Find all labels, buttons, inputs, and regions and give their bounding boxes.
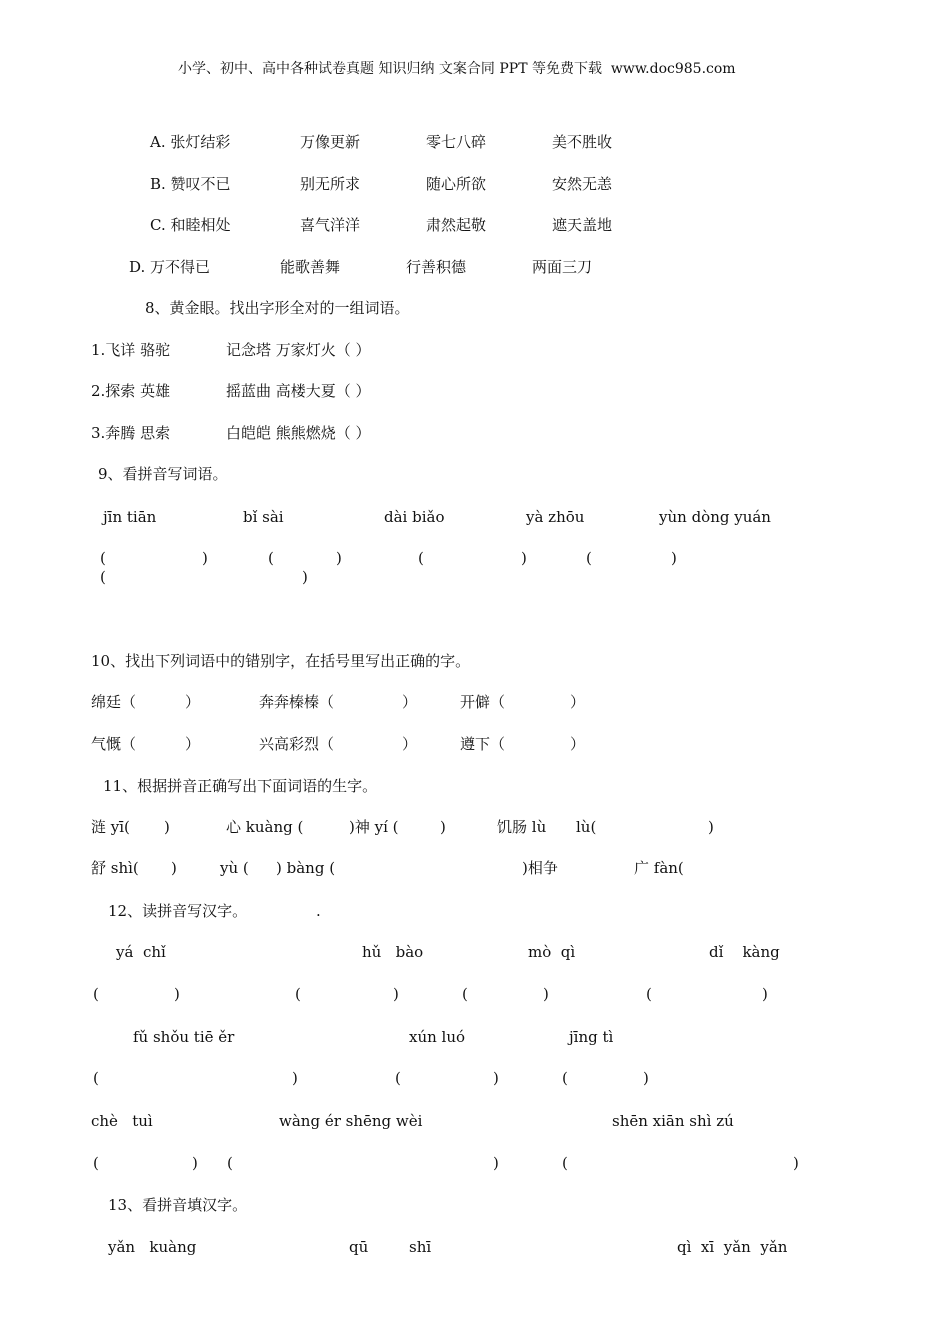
q8-item-words: 3.奔腾 思索 [91,424,171,442]
q10-word: 绵廷（ [91,693,137,711]
answer-paren-close: ) [762,985,768,1003]
question-13-title: 13、看拼音填汉字。 [108,1196,248,1214]
q11-item: 广 fàn( [634,859,684,877]
q12-pinyin: hǔ bào [362,943,424,961]
q12-pinyin: shēn xiān shì zú [612,1112,734,1130]
option-b-word: 安然无恙 [552,175,613,193]
answer-paren-close: ) [793,1154,799,1172]
option-c-label: C. 和睦相处 [150,216,231,234]
question-12-title: 12、读拼音写汉字。 [108,902,248,920]
q13-pinyin: yǎn kuàng [108,1238,197,1256]
answer-paren-open: ( [418,549,424,567]
option-d-label: D. 万不得已 [129,258,211,276]
option-c-word: 遮天盖地 [552,216,613,234]
answer-paren-open: ( [462,985,468,1003]
question-9-title: 9、看拼音写词语。 [98,465,228,483]
q10-paren-close: ） [570,735,586,753]
option-b-word: 随心所欲 [426,175,487,193]
q9-pinyin: yùn dòng yuán [659,508,771,526]
q8-item-words: 1.飞详 骆驼 [91,341,171,359]
q8-item-words: 记念塔 万家灯火（ ） [226,341,371,359]
option-a-word: 美不胜收 [552,133,613,151]
q10-word: 遵下（ [460,735,506,753]
answer-paren-close: ) [174,985,180,1003]
q10-paren-close: ） [185,735,201,753]
q10-paren-close: ） [570,693,586,711]
answer-paren-close: ) [493,1154,499,1172]
option-c-word: 喜气洋洋 [300,216,361,234]
q10-word: 开僻（ [460,693,506,711]
answer-paren-open: ( [562,1069,568,1087]
answer-paren-open: ( [268,549,274,567]
answer-paren-close: ) [493,1069,499,1087]
answer-paren-open: ( [586,549,592,567]
q11-item: )相争 [522,859,558,877]
answer-paren-open: ( [562,1154,568,1172]
q11-item: lù( [576,818,597,836]
option-d-word: 两面三刀 [532,258,593,276]
question-11-title: 11、根据拼音正确写出下面词语的生字。 [103,777,378,795]
answer-paren-open: ( [100,568,106,586]
option-a-word: 零七八碎 [426,133,487,151]
option-a-label: A. 张灯结彩 [150,133,231,151]
q12-pinyin: dǐ kàng [709,943,780,961]
q8-item-words: 白皑皑 熊熊燃烧（ ） [226,424,371,442]
q11-item: ) [440,818,446,836]
answer-paren-open: ( [93,1154,99,1172]
q11-item: 涟 yī( [91,818,130,836]
q10-word: 奔奔榛榛（ [259,693,335,711]
q13-pinyin: qì xī yǎn yǎn [677,1238,788,1256]
q11-item: ) [164,818,170,836]
stray-dot: . [316,902,321,920]
answer-paren-open: ( [295,985,301,1003]
answer-paren-close: ) [302,568,308,586]
q12-pinyin: xún luó [409,1028,466,1046]
q11-item: 舒 shì( [91,859,139,877]
answer-paren-close: ) [671,549,677,567]
answer-paren-close: ) [393,985,399,1003]
q11-item: ) [708,818,714,836]
q11-item: 饥肠 lù [497,818,547,836]
answer-paren-close: ) [543,985,549,1003]
q9-pinyin: dài biǎo [384,508,445,526]
q13-pinyin: qū [349,1238,369,1256]
option-a-word: 万像更新 [300,133,361,151]
answer-paren-close: ) [521,549,527,567]
q9-pinyin: jīn tiān [103,508,157,526]
q8-item-words: 2.探索 英雄 [91,382,171,400]
q9-pinyin: yà zhōu [526,508,585,526]
answer-paren-open: ( [646,985,652,1003]
answer-paren-open: ( [93,1069,99,1087]
q12-pinyin: fǔ shǒu tiē ěr [133,1028,235,1046]
q11-item: yù ( [220,859,249,877]
q10-word: 气慨（ [91,735,137,753]
answer-paren-open: ( [100,549,106,567]
q8-item-words: 摇蓝曲 高楼大夏（ ） [226,382,371,400]
q12-pinyin: jīng tì [569,1028,614,1046]
q13-pinyin: shī [409,1238,432,1256]
q11-item: ) [171,859,177,877]
option-b-word: 别无所求 [300,175,361,193]
q10-word: 兴高彩烈（ [259,735,335,753]
answer-paren-open: ( [93,985,99,1003]
answer-paren-close: ) [336,549,342,567]
answer-paren-close: ) [192,1154,198,1172]
option-b-label: B. 赞叹不已 [150,175,231,193]
answer-paren-open: ( [395,1069,401,1087]
question-10-title: 10、找出下列词语中的错别字，在括号里写出正确的字。 [91,652,471,670]
q11-item: )神 yí ( [349,818,399,836]
q11-item: ) bàng ( [276,859,336,877]
q12-pinyin: chè tuì [91,1112,153,1130]
q11-item: 心 kuàng ( [226,818,304,836]
q12-pinyin: mò qì [528,943,576,961]
option-d-word: 行善积德 [406,258,467,276]
answer-paren-close: ) [643,1069,649,1087]
answer-paren-open: ( [227,1154,233,1172]
q10-paren-close: ） [402,735,418,753]
answer-paren-close: ) [202,549,208,567]
q12-pinyin: wàng ér shēng wèi [279,1112,423,1130]
q9-pinyin: bǐ sài [243,508,284,526]
q10-paren-close: ） [402,693,418,711]
answer-paren-close: ) [292,1069,298,1087]
page-header: 小学、初中、高中各种试卷真题 知识归纳 文案合同 PPT 等免费下载 www.doc985.com [178,61,736,77]
q12-pinyin: yá chǐ [116,943,166,961]
option-c-word: 肃然起敬 [426,216,487,234]
question-8-title: 8、黄金眼。找出字形全对的一组词语。 [145,299,410,317]
q10-paren-close: ） [185,693,201,711]
option-d-word: 能歌善舞 [280,258,341,276]
